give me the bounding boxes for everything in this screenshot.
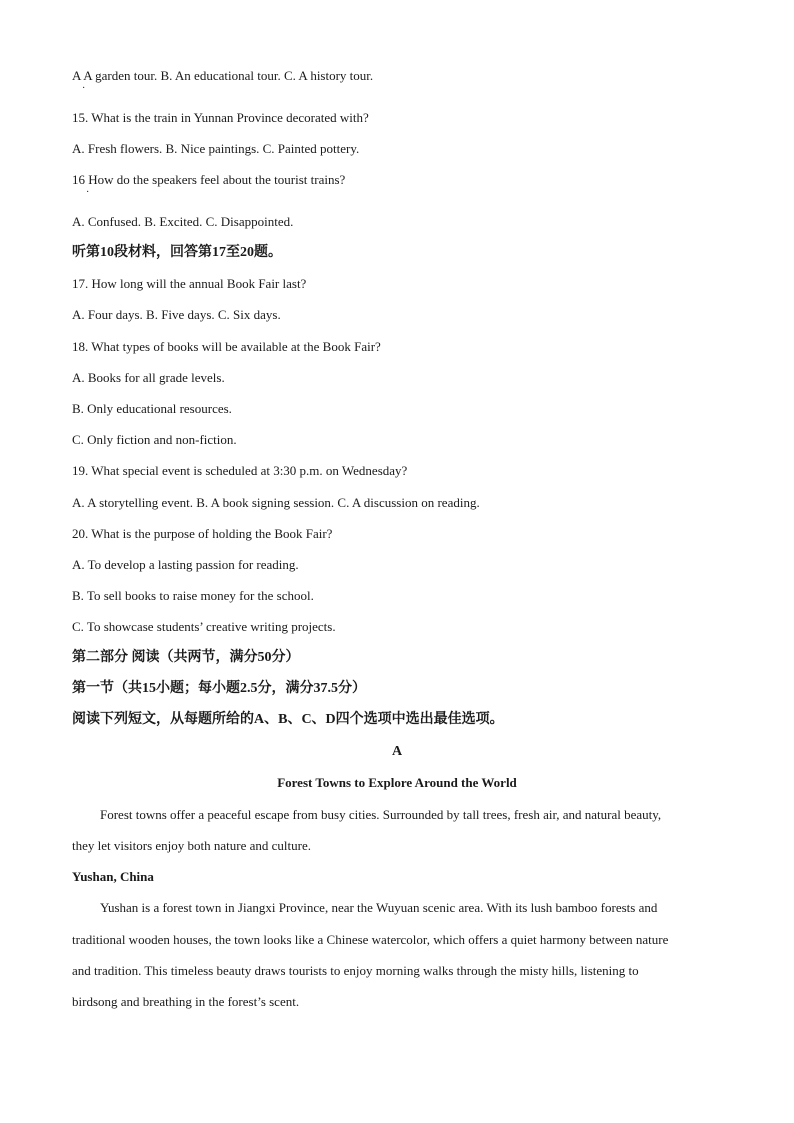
q16-options: A. Confused. B. Excited. C. Disappointed. (72, 214, 294, 229)
yushan-line-3: and tradition. This timeless beauty draws tourists to enjoy morning walks through the misty hills, listening to (72, 963, 639, 978)
yushan-line-4: birdsong and breathing in the forest’s scent. (72, 994, 300, 1009)
q16-question: 16 How do the speakers feel about the tourist trains? (72, 172, 346, 187)
q20-question: 20. What is the purpose of holding the Book Fair? (72, 526, 333, 541)
q18-question: 18. What types of books will be available at the Book Fair? (72, 339, 381, 354)
q20-option-b: B. To sell books to raise money for the school. (72, 588, 314, 603)
yushan-line-1: Yushan is a forest town in Jiangxi Province, near the Wuyuan scenic area. With its lush bamboo forests and (100, 900, 658, 915)
q19-question: 19. What special event is scheduled at 3:30 p.m. on Wednesday? (72, 463, 408, 478)
q20-option-c: C. To showcase students’ creative writing projects. (72, 619, 336, 634)
passage-letter: A (391, 744, 403, 759)
passage-title: Forest Towns to Explore Around the World (277, 775, 517, 790)
part-heading: 第二部分 阅读（共两节，满分50分） (72, 650, 300, 665)
place-heading: Yushan, China (72, 869, 154, 884)
section10-instruction: 听第10段材料，回答第17至20题。 (72, 245, 282, 260)
stray-dot-mark: · (82, 83, 86, 94)
q15-options: A. Fresh flowers. B. Nice paintings. C. Painted pottery. (72, 141, 360, 156)
q18-option-a: A. Books for all grade levels. (72, 370, 225, 385)
q17-question: 17. How long will the annual Book Fair last? (72, 276, 307, 291)
yushan-line-2: traditional wooden houses, the town looks like a Chinese watercolor, which offers a quiet harmony between nature (72, 932, 669, 947)
intro-line-1: Forest towns offer a peaceful escape from busy cities. Surrounded by tall trees, fresh air, and natural beauty, (100, 807, 662, 822)
section-heading: 第一节（共15小题；每小题2.5分，满分37.5分） (72, 681, 366, 696)
q18-option-b: B. Only educational resources. (72, 401, 232, 416)
intro-line-2: they let visitors enjoy both nature and culture. (72, 838, 311, 853)
q15-question: 15. What is the train in Yunnan Province decorated with? (72, 110, 369, 125)
stray-dot-mark: · (86, 187, 90, 198)
q14-options: A A garden tour. B. An educational tour. C. A history tour. (72, 68, 374, 83)
q20-option-a: A. To develop a lasting passion for reading. (72, 557, 299, 572)
q18-option-c: C. Only fiction and non-fiction. (72, 432, 237, 447)
q19-options: A. A storytelling event. B. A book signing session. C. A discussion on reading. (72, 495, 480, 510)
q17-options: A. Four days. B. Five days. C. Six days. (72, 307, 281, 322)
reading-instruction: 阅读下列短文，从每题所给的A、B、C、D四个选项中选出最佳选项。 (72, 712, 504, 727)
